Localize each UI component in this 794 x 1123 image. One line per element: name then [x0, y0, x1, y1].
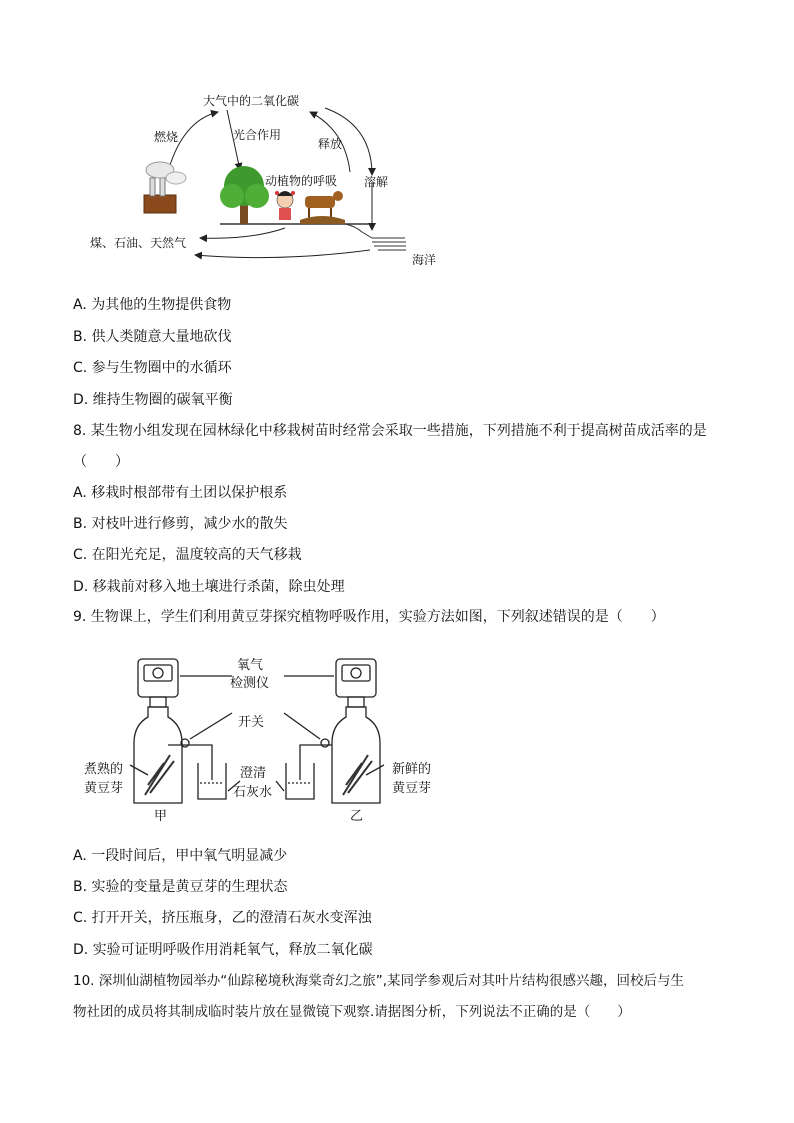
- respiration-experiment-figure: [0, 645, 794, 845]
- q10-stem-line1: 10. 深圳仙湖植物园举办“仙踪秘境秋海棠奇幻之旅”,某同学参观后对其叶片结构很感兴趣，回校后与生: [73, 973, 685, 989]
- q9-stem: 9. 生物课上，学生们利用黄豆芽探究植物呼吸作用，实验方法如图，下列叙述错误的是（ ）: [73, 609, 665, 625]
- burning-label: 燃烧: [154, 130, 179, 144]
- ocean-waves: [372, 242, 406, 250]
- factory-icon: [144, 162, 186, 213]
- dissolve-label: 溶解: [364, 175, 389, 189]
- carbon-cycle-figure: [0, 0, 794, 280]
- cooked-label-2: 黄豆芽: [84, 781, 124, 796]
- q9-option-d: D. 实验可证明呼吸作用消耗氧气，释放二氧化碳: [73, 942, 373, 958]
- q7-option-b: B. 供人类随意大量地砍伐: [73, 329, 232, 345]
- bottle-jia-label: 甲: [154, 809, 168, 824]
- photosynthesis-label: 光合作用: [233, 128, 282, 142]
- q8-option-d: D. 移栽前对移入地土壤进行杀菌，除虫处理: [73, 579, 345, 595]
- oxygen-detector-left: [138, 659, 178, 707]
- bottle-yi: [332, 707, 380, 803]
- fresh-label-1: 新鲜的: [392, 762, 432, 777]
- bottle-jia: [134, 707, 182, 803]
- switch-label: 开关: [238, 715, 265, 730]
- q7-option-d: D. 维持生物圈的碳氧平衡: [73, 392, 233, 408]
- cow-icon: [300, 191, 345, 224]
- ocean-label: 海洋: [412, 253, 437, 267]
- oxygen-detector-right: [336, 659, 376, 707]
- q8-option-c: C. 在阳光充足，温度较高的天气移栽: [73, 547, 302, 563]
- q7-option-c: C. 参与生物圈中的水循环: [73, 360, 232, 376]
- cooked-label-1: 煮熟的: [84, 762, 124, 777]
- fresh-label-2: 黄豆芽: [392, 781, 432, 796]
- bottle-yi-label: 乙: [350, 809, 364, 824]
- lime-water-label-1: 澄清: [240, 766, 267, 781]
- q8-option-b: B. 对枝叶进行修剪，减少水的散失: [73, 516, 288, 532]
- girl-icon: [275, 191, 295, 220]
- tree-icon: [220, 166, 269, 224]
- ocean-to-fuels-arrow: [195, 250, 370, 258]
- q9-option-b: B. 实验的变量是黄豆芽的生理状态: [73, 879, 288, 895]
- q8-blank: （ ）: [73, 454, 129, 470]
- fossil-fuels-label: 煤、石油、天然气: [90, 236, 187, 250]
- q7-option-a: A. 为其他的生物提供食物: [73, 297, 232, 313]
- q10-stem-line2: 物社团的成员将其制成临时装片放在显微镜下观察.请据图分析，下列说法不正确的是（ ）: [73, 1004, 631, 1020]
- respiration-label: 动植物的呼吸: [265, 174, 338, 188]
- release-label: 释放: [318, 137, 343, 151]
- land-to-fuels-arrow: [200, 228, 285, 238]
- lime-water-label-2: 石灰水: [233, 785, 273, 800]
- atmosphere-label: 大气中的二氧化碳: [203, 94, 300, 108]
- q9-option-c: C. 打开开关，挤压瓶身，乙的澄清石灰水变浑浊: [73, 910, 372, 926]
- q8-stem: 8. 某生物小组发现在园林绿化中移栽树苗时经常会采取一些措施，下列措施不利于提高树苗成活率的是: [73, 423, 707, 439]
- q9-option-a: A. 一段时间后，甲中氧气明显减少: [73, 848, 288, 864]
- q8-option-a: A. 移栽时根部带有土团以保护根系: [73, 485, 288, 501]
- oxygen-label-2: 检测仪: [230, 676, 270, 691]
- oxygen-label-1: 氧气: [237, 658, 264, 673]
- switch-right-icon: [321, 739, 329, 747]
